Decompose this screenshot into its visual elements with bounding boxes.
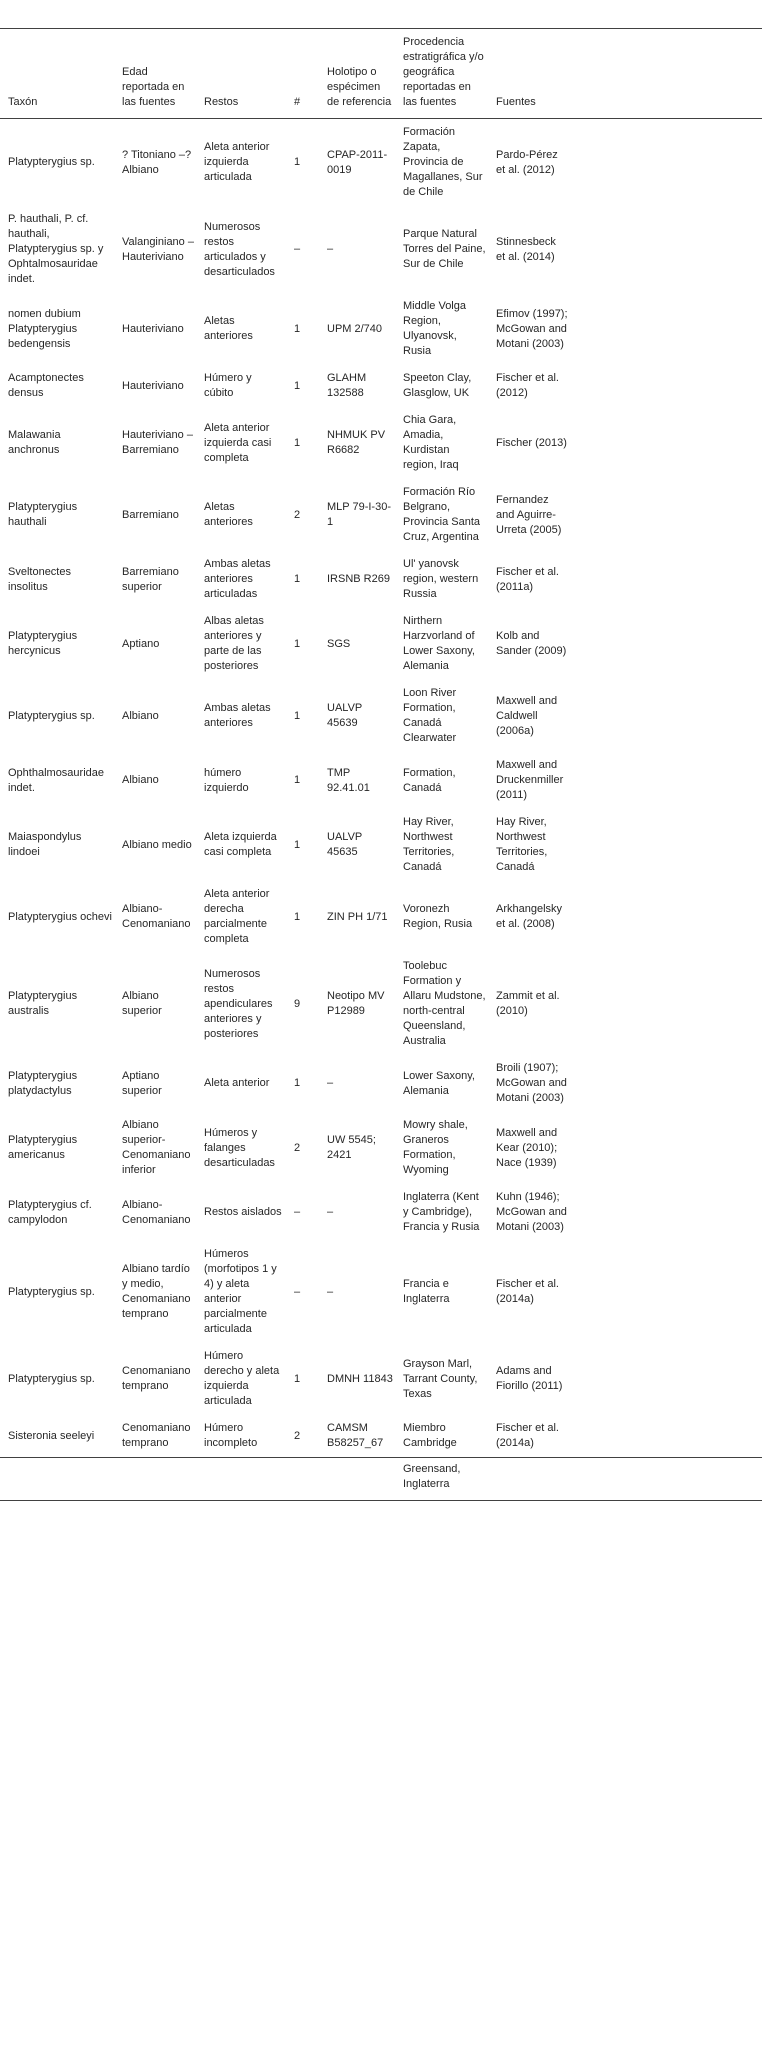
cell-procedencia: Loon River Formation, Canadá Clearwater	[403, 687, 457, 744]
cell-taxon: Sveltonectes insolitus	[8, 565, 71, 593]
cell-taxon: P. hauthali, P. cf. hauthali, Platypterygius sp. y Ophtalmosauridae indet.	[8, 213, 104, 285]
cell-procedencia: Inglaterra (Kent y Cambridge), Francia y Rusia	[403, 1191, 480, 1233]
cell-holotipo: CAMSM B58257_67	[327, 1415, 403, 1458]
cell-restos: Aleta anterior	[204, 1077, 270, 1089]
column-header-procedencia: Procedencia estratigráfica y/o geográfica reportadas en las fuentes	[403, 29, 496, 119]
cell-restos: Restos aislados	[204, 1206, 282, 1218]
cell-num: 1	[294, 838, 301, 851]
cell-spacer	[578, 809, 762, 881]
table-body	[0, 119, 762, 1458]
cell-holotipo: –	[327, 1206, 334, 1218]
cell-spacer	[578, 608, 762, 680]
table-row	[0, 608, 762, 680]
cell-holotipo: UPM 2/740	[327, 322, 383, 335]
cell-procedencia: Hay River, Northwest Territories, Canadá	[403, 816, 455, 873]
cell-procedencia: Lower Saxony, Alemania	[403, 1069, 475, 1097]
cell-edad: Albiano	[122, 709, 159, 722]
cell-spacer	[578, 1415, 762, 1458]
cell-procedencia: Chia Gara, Amadia, Kurdistan region, Iraq	[403, 414, 459, 471]
cell-fuentes: Fischer et al. (2014a)	[496, 1278, 559, 1305]
cell-procedencia: Grayson Marl, Tarrant County, Texas	[403, 1357, 478, 1400]
cell-spacer	[578, 752, 762, 809]
column-header-holotipo: Holotipo o espécimen de referencia	[327, 29, 403, 119]
table-row	[0, 953, 762, 1055]
table-row	[0, 293, 762, 365]
cell-restos: Aletas anteriores	[204, 501, 253, 528]
cell-spacer	[578, 1112, 762, 1184]
cell-fuentes: Kolb and Sander (2009)	[496, 630, 567, 657]
cell-procedencia: Middle Volga Region, Ulyanovsk, Rusia	[403, 300, 466, 357]
table-row	[0, 551, 762, 608]
cell-num: 1	[294, 436, 301, 449]
cell-num: 1	[294, 637, 301, 650]
cell-fuentes: Fernandez and Aguirre-Urreta (2005)	[496, 493, 562, 536]
cell-spacer	[578, 680, 762, 752]
cell-spacer	[578, 365, 762, 407]
cell-num: 1	[294, 156, 301, 168]
cell-edad: Hauteriviano –Barremiano	[122, 429, 193, 456]
cell-taxon: nomen dubium Platypterygius bedengensis	[8, 307, 81, 350]
cell-edad: Aptiano superior	[122, 1069, 162, 1097]
cell-taxon: Platypterygius platydactylus	[8, 1069, 78, 1097]
table-row	[0, 1184, 762, 1241]
cell-restos: Aleta anterior izquierda articulada	[204, 141, 270, 183]
cell-restos: Ambas aletas anteriores articuladas	[204, 558, 271, 600]
cell-taxon: Platypterygius hercynicus	[8, 630, 78, 657]
cell-spacer	[578, 479, 762, 551]
cell-fuentes: Fischer et al. (2012)	[496, 372, 559, 399]
table-row	[0, 881, 762, 953]
cell-taxon: Platypterygius ochevi	[8, 910, 112, 923]
cell-spacer	[578, 293, 762, 365]
cell-spacer	[578, 1184, 762, 1241]
cell-edad: Barremiano superior	[122, 565, 179, 593]
cell-edad: Albiano medio	[122, 838, 192, 851]
cell-fuentes: Fischer (2013)	[496, 436, 567, 449]
header-row	[0, 29, 762, 119]
cell-procedencia: Voronezh Region, Rusia	[403, 903, 473, 930]
cell-restos: Húmeros (morfotipos 1 y 4) y aleta anterior parcialmente articulada	[204, 1248, 277, 1335]
cell-edad: Albiano superior-Cenomaniano inferior	[122, 1119, 191, 1176]
cell-holotipo: MLP 79-I-30-1	[327, 501, 391, 528]
cell-spacer	[578, 1055, 762, 1112]
cell-edad: Albiano-Cenomaniano	[122, 1198, 191, 1226]
cell-num: 2	[294, 508, 301, 521]
column-header-num: #	[294, 29, 327, 119]
cell-procedencia: Mowry shale, Graneros Formation, Wyoming	[403, 1119, 468, 1176]
cell-fuentes: Adams and Fiorillo (2011)	[496, 1365, 563, 1392]
cell-spacer	[578, 1343, 762, 1415]
cell-procedencia: Miembro Cambridge	[403, 1415, 496, 1458]
cell-spacer	[578, 953, 762, 1055]
cell-num: 1	[294, 1077, 301, 1089]
table-row	[0, 407, 762, 479]
cell-num: 1	[294, 379, 301, 392]
table-overflow	[0, 1458, 762, 1501]
cell-holotipo: SGS	[327, 637, 351, 650]
column-header-edad: Edad reportada en las fuentes	[122, 29, 204, 119]
cell-taxon: Platypterygius hauthali	[8, 501, 78, 528]
cell-taxon: Ophthalmosauridae indet.	[8, 766, 105, 794]
cell-restos: Húmero incompleto	[204, 1415, 294, 1458]
cell-holotipo: Neotipo MV P12989	[327, 990, 385, 1017]
table-row	[0, 119, 762, 207]
cell-procedencia: Formation, Canadá	[403, 766, 456, 794]
cell-fuentes: Broili (1907); McGowan and Motani (2003)	[496, 1062, 567, 1104]
column-header-fuentes: Fuentes	[496, 29, 578, 119]
cell-num: –	[294, 1285, 301, 1298]
cell-restos: Numerosos restos articulados y desarticulados	[204, 220, 275, 278]
cell-procedencia: Speeton Clay, Glasglow, UK	[403, 372, 472, 399]
cell-restos: Aleta anterior izquierda casi completa	[204, 421, 272, 464]
overflow-procedencia-text: Greensand, Inglaterra	[403, 1463, 461, 1490]
cell-holotipo: TMP 92.41.01	[327, 766, 370, 794]
cell-num: 2	[294, 1415, 327, 1458]
cell-num: 1	[294, 1372, 301, 1385]
cell-procedencia: Francia e Inglaterra	[403, 1278, 450, 1305]
cell-taxon: Platypterygius sp.	[8, 156, 95, 168]
cell-edad: Cenomaniano temprano	[122, 1415, 204, 1458]
cell-fuentes: Stinnesbeck et al. (2014)	[496, 235, 556, 263]
cell-taxon: Platypterygius australis	[8, 990, 78, 1017]
cell-num: 2	[294, 1141, 301, 1154]
column-header-taxon: Taxón	[0, 29, 122, 119]
cell-holotipo: –	[327, 1285, 334, 1298]
cell-restos: Ambas aletas anteriores	[204, 702, 271, 729]
specimens-table	[0, 28, 762, 1458]
cell-edad: Barremiano	[122, 508, 179, 521]
table-row	[0, 479, 762, 551]
cell-num: 1	[294, 774, 301, 786]
cell-fuentes: Kuhn (1946); McGowan and Motani (2003)	[496, 1191, 567, 1233]
cell-spacer	[578, 206, 762, 293]
cell-taxon: Platypterygius cf. campylodon	[8, 1198, 92, 1226]
cell-taxon: Acamptonectes densus	[8, 372, 84, 399]
cell-spacer	[578, 881, 762, 953]
cell-fuentes: Maxwell and Druckenmiller (2011)	[496, 759, 564, 801]
cell-spacer	[578, 551, 762, 608]
cell-edad: Albiano-Cenomaniano	[122, 903, 191, 930]
cell-restos: Húmero derecho y aleta izquierda articulada	[204, 1350, 280, 1407]
table-row	[0, 365, 762, 407]
cell-fuentes: Zammit et al. (2010)	[496, 990, 560, 1017]
cell-fuentes: Fischer et al. (2014a)	[496, 1415, 578, 1458]
table-row	[0, 680, 762, 752]
cell-procedencia: Toolebuc Formation y Allaru Mudstone, north-central Queensland, Australia	[403, 960, 486, 1047]
cell-num: 1	[294, 709, 301, 722]
cell-restos: Numerosos restos apendiculares anteriores y posteriores	[204, 967, 273, 1040]
cell-num: 1	[294, 573, 301, 585]
cell-taxon: Sisteronia seeleyi	[0, 1415, 122, 1458]
cell-num: 1	[294, 910, 301, 923]
cell-edad: Valanginiano – Hauteriviano	[122, 235, 194, 263]
table-row	[0, 1415, 762, 1458]
cell-num: 1	[294, 322, 301, 335]
cell-restos: Albas aletas anteriores y parte de las posteriores	[204, 615, 264, 672]
cell-edad: Hauteriviano	[122, 322, 184, 335]
cell-restos: húmero izquierdo	[204, 766, 249, 794]
cell-edad: Hauteriviano	[122, 379, 184, 392]
cell-restos: Húmero y cúbito	[204, 372, 252, 399]
table-row	[0, 1055, 762, 1112]
table-row	[0, 752, 762, 809]
cell-fuentes: Arkhangelsky et al. (2008)	[496, 903, 563, 930]
cell-procedencia: Formación Río Belgrano, Provincia Santa Cruz, Argentina	[403, 486, 481, 543]
cell-taxon: Platypterygius sp.	[8, 709, 95, 722]
cell-restos: Aleta anterior derecha parcialmente completa	[204, 888, 270, 945]
cell-taxon: Maiaspondylus lindoei	[8, 831, 82, 858]
cell-holotipo: UALVP 45639	[327, 702, 363, 729]
cell-holotipo: DMNH 11843	[327, 1372, 393, 1385]
column-header-restos: Restos	[204, 29, 294, 119]
cell-procedencia: Parque Natural Torres del Paine, Sur de Chile	[403, 228, 486, 270]
cell-holotipo: –	[327, 1077, 334, 1089]
cell-restos: Aletas anteriores	[204, 315, 253, 342]
table-header	[0, 29, 762, 119]
cell-fuentes: Hay River, Northwest Territories, Canadá	[496, 816, 548, 873]
cell-edad: Cenomaniano temprano	[122, 1365, 191, 1392]
cell-num: 9	[294, 997, 301, 1010]
cell-num: –	[294, 1206, 301, 1218]
table-row	[0, 1241, 762, 1343]
cell-holotipo: ZIN PH 1/71	[327, 910, 388, 923]
cell-fuentes: Maxwell and Caldwell (2006a)	[496, 694, 558, 737]
cell-procedencia: Nirthern Harzvorland of Lower Saxony, Alemania	[403, 615, 475, 672]
cell-spacer	[578, 1241, 762, 1343]
cell-holotipo: NHMUK PV R6682	[327, 429, 386, 456]
cell-fuentes: Efimov (1997); McGowan and Motani (2003)	[496, 307, 568, 350]
cell-procedencia: Formación Zapata, Provincia de Magallanes, Sur de Chile	[403, 126, 483, 198]
cell-holotipo: –	[327, 243, 334, 255]
cell-taxon: Malawania anchronus	[8, 429, 61, 456]
table-row	[0, 1112, 762, 1184]
cell-fuentes: Pardo-Pérez et al. (2012)	[496, 148, 558, 176]
cell-edad: Albiano superior	[122, 990, 162, 1017]
cell-holotipo: GLAHM 132588	[327, 372, 367, 399]
cell-taxon: Platypterygius sp.	[8, 1285, 95, 1298]
cell-edad: Albiano	[122, 774, 159, 786]
cell-holotipo: UW 5545; 2421	[327, 1134, 376, 1161]
header-spacer	[578, 29, 762, 119]
cell-restos: Húmeros y falanges desarticuladas	[204, 1126, 275, 1169]
cell-edad: ? Titoniano –? Albiano	[122, 148, 192, 176]
cell-taxon: Platypterygius americanus	[8, 1134, 78, 1161]
table-row	[0, 809, 762, 881]
cell-holotipo: CPAP-2011-0019	[327, 148, 388, 176]
cell-spacer	[578, 407, 762, 479]
table-row	[0, 206, 762, 293]
cell-edad: Albiano tardío y medio, Cenomaniano temprano	[122, 1263, 191, 1320]
cell-spacer	[578, 119, 762, 207]
cell-procedencia: Ul' yanovsk region, western Russia	[403, 558, 479, 600]
cell-fuentes: Fischer et al. (2011a)	[496, 565, 559, 593]
cell-edad: Aptiano	[122, 637, 160, 650]
cell-holotipo: IRSNB R269	[327, 573, 390, 585]
cell-restos: Aleta izquierda casi completa	[204, 831, 277, 858]
cell-num: –	[294, 243, 301, 255]
cell-fuentes: Maxwell and Kear (2010); Nace (1939)	[496, 1126, 558, 1169]
cell-taxon: Platypterygius sp.	[8, 1372, 95, 1385]
table-row	[0, 1343, 762, 1415]
cell-holotipo: UALVP 45635	[327, 831, 363, 858]
